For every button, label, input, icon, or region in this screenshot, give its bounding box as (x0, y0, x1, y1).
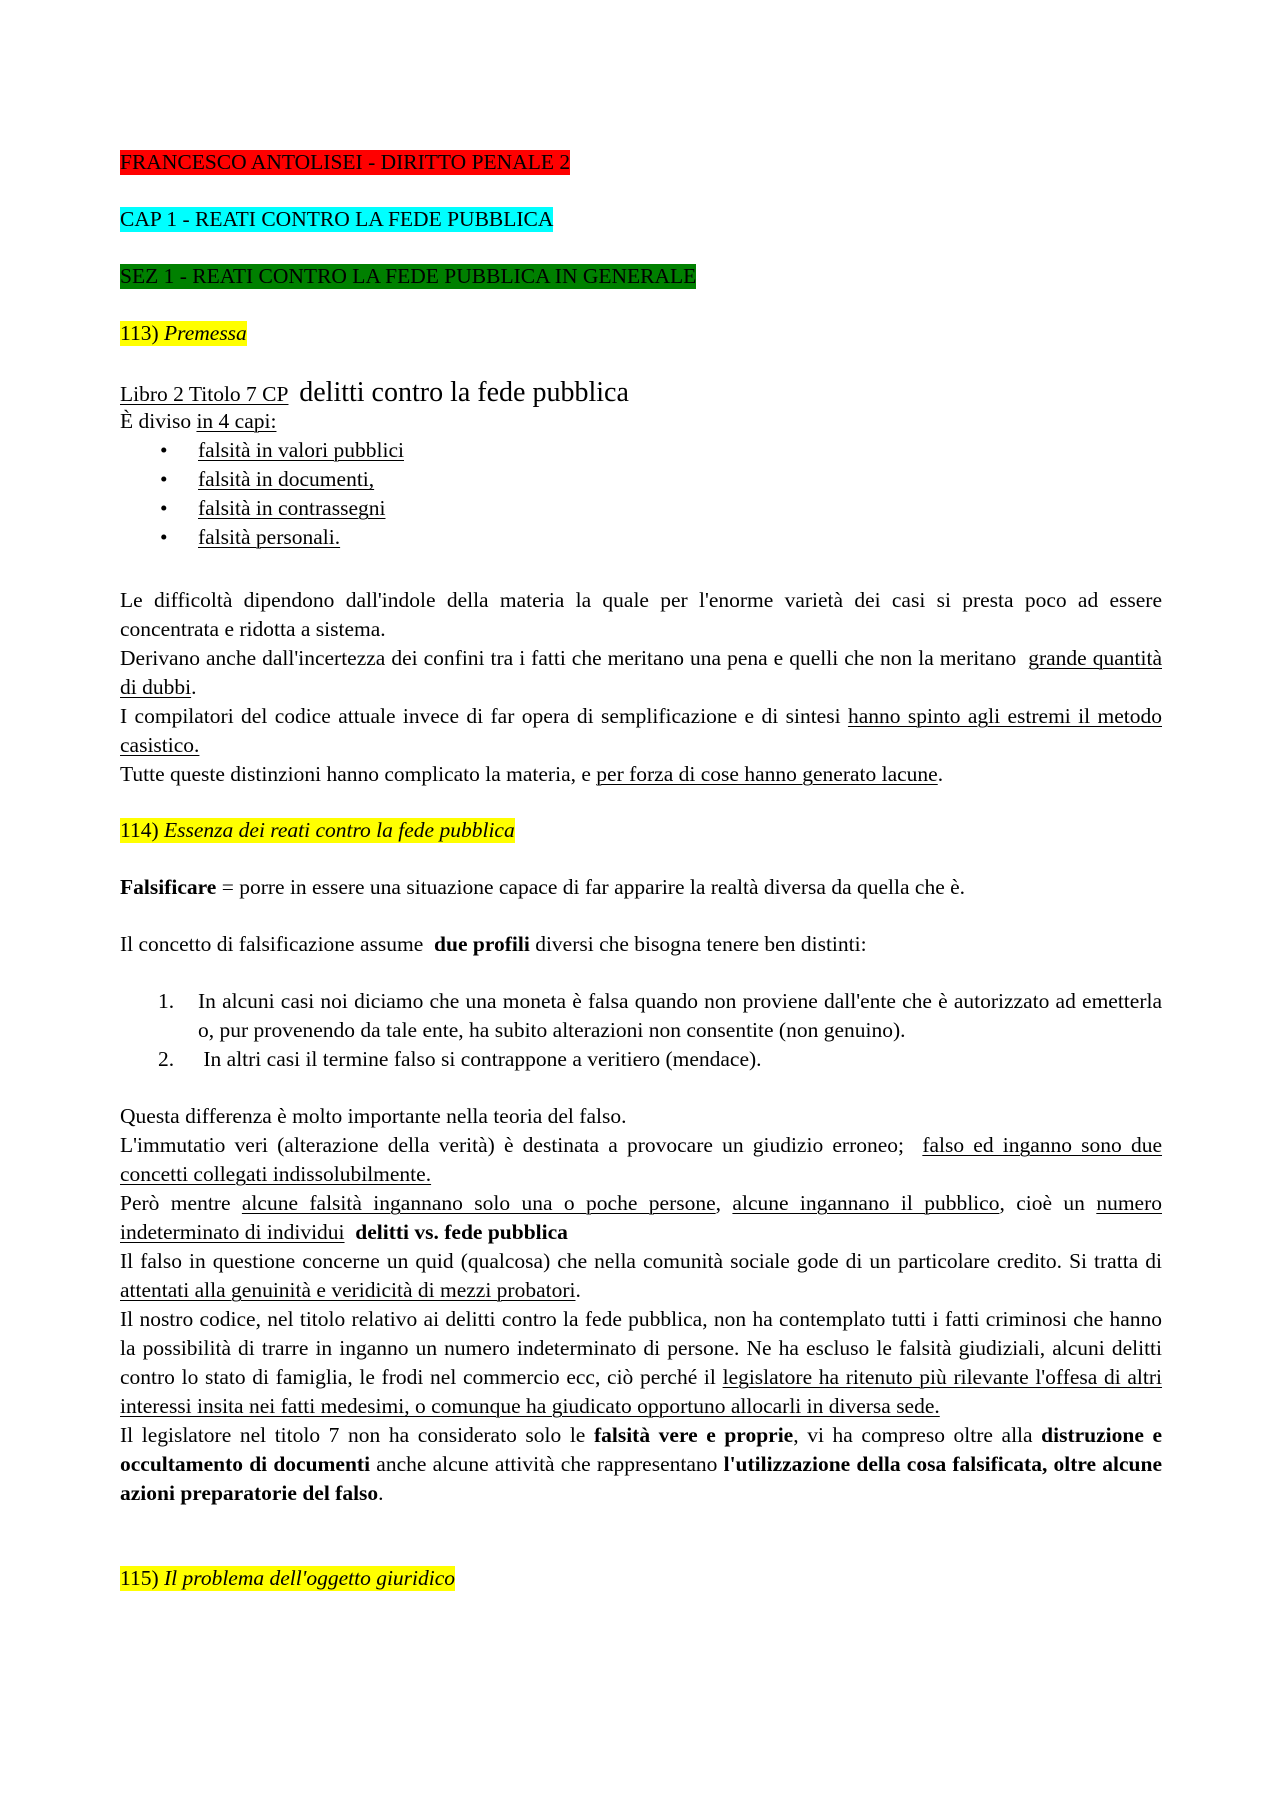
text-span: anche alcune attività che rappresentano (376, 1452, 718, 1476)
text-span: , vi ha compreso oltre alla (793, 1423, 1033, 1447)
bold-span: falsità vere e proprie (593, 1423, 794, 1447)
underlined-span: alcune falsità ingannano solo una o poche persone (241, 1191, 716, 1215)
bullet-icon: • (160, 525, 168, 549)
text-span: Però mentre (120, 1191, 231, 1215)
paragraph-number: 113) (120, 321, 159, 345)
text-span: . (937, 762, 944, 786)
text-span: I compilatori del codice attuale invece di far opera di semplificazione e di sintesi (120, 704, 841, 728)
paragraph-title: Essenza dei reati contro la fede pubblica (164, 818, 515, 842)
underlined-span: per forza di cose hanno generato lacune (596, 762, 938, 786)
bullet-icon: • (160, 438, 168, 462)
list-item (120, 523, 1162, 552)
list-item (120, 987, 1162, 1045)
list-item-text: falsità personali. (198, 525, 341, 549)
document-page (120, 148, 1162, 1621)
body-paragraph: Le difficoltà dipendono dall'indole della materia la quale per l'enorme varietà dei casi si presta poco ad essere concentrata e ridotta a sistema. (120, 588, 1162, 641)
author-title: FRANCESCO ANTOLISEI - DIRITTO PENALE 2 (120, 150, 571, 174)
concept-paragraph (120, 930, 1162, 959)
list-item (120, 1045, 1162, 1074)
text-span: . (191, 675, 197, 699)
bullet-icon: • (160, 467, 168, 491)
division-intro-underlined: in 4 capi: (196, 409, 277, 433)
paragraph-title: Premessa (164, 321, 247, 345)
paragraph-113-heading (120, 319, 1162, 348)
text-span: diversi che bisogna tenere ben distinti: (535, 932, 867, 956)
text-span: Il falso in questione concerne un quid (qualcosa) che nella comunità sociale gode di un particolare credito. Si tratta di (120, 1249, 1162, 1273)
list-item (120, 465, 1162, 494)
code-reference-tail: delitti contro la fede pubblica (299, 377, 629, 408)
paragraph-number: 114) (120, 818, 159, 842)
text-span: . (378, 1481, 384, 1505)
list-item-text: falsità in contrassegni (198, 496, 386, 520)
text-span: . (575, 1278, 581, 1302)
body-paragraph: Questa differenza è molto importante nella teoria del falso. (120, 1104, 627, 1128)
underlined-span: hanno spinto agli estremi il metodo casistico. (120, 704, 1162, 757)
underlined-span: numero indeterminato di individui (120, 1191, 1162, 1244)
text-span: , (715, 1191, 722, 1215)
body-paragraph (120, 702, 1162, 760)
definition-term: Falsificare (120, 875, 217, 899)
author-heading (120, 148, 1162, 177)
list-number: 2. (158, 1047, 175, 1071)
body-paragraph (120, 760, 1162, 789)
bold-span: distruzione e occultamento di documenti (120, 1423, 1163, 1476)
list-item-text: In altri casi il termine falso si contrappone a veritiero (mendace). (203, 1047, 762, 1071)
body-paragraph (120, 644, 1162, 702)
profiles-list (120, 987, 1162, 1074)
underlined-span: falso ed inganno sono due concetti collegati indissolubilmente. (120, 1133, 1162, 1186)
list-number: 1. (158, 989, 175, 1013)
text-span: Il nostro codice, nel titolo relativo ai delitti contro la fede pubblica, non ha contemplato tutti i fatti criminosi che hanno la possibilità di trarre in inganno un numero indeterminato di persone. Ne ha escluso le falsità giudiziali, alcuni delitti contro lo stato di famiglia, le frodi nel commercio ecc, ciò perché il (120, 1307, 1162, 1389)
paragraph-113-label (120, 321, 247, 346)
text-span: Il legislatore nel titolo 7 non ha considerato solo le (120, 1423, 586, 1447)
paragraph-114-heading (120, 816, 1162, 845)
bold-span: due profili (434, 932, 530, 956)
paragraph-title: Il problema dell'oggetto giuridico (164, 1566, 456, 1590)
body-paragraph (120, 1421, 1162, 1508)
definition-text: = porre in essere una situazione capace di far apparire la realtà diversa da quella che è. (221, 875, 966, 899)
underlined-span: alcune ingannano il pubblico (732, 1191, 1000, 1215)
underlined-span: legislatore ha ritenuto più rilevante l'offesa di altri interessi insita nei fatti medesimi, o comunque ha giudicato opportuno allocarli in diversa sede. (120, 1365, 1163, 1418)
body-paragraph (120, 1305, 1162, 1421)
body-paragraph (120, 1189, 1162, 1247)
paragraph-number: 115) (120, 1566, 159, 1590)
section-heading (120, 262, 1162, 291)
division-intro (120, 407, 1162, 436)
text-span: Tutte queste distinzioni hanno complicato la materia, e (120, 762, 591, 786)
section-title: SEZ 1 - REATI CONTRO LA FEDE PUBBLICA IN GENERALE (120, 264, 697, 288)
body-paragraph (120, 1131, 1162, 1189)
list-item-text: falsità in documenti, (198, 467, 375, 491)
chapters-list (120, 436, 1162, 552)
text-span: Derivano anche dall'incertezza dei confini tra i fatti che meritano una pena e quelli che non la meritano (120, 646, 1017, 670)
bullet-icon: • (160, 496, 168, 520)
paragraph-114-label (120, 818, 515, 843)
text-span: Il concetto di falsificazione assume (120, 932, 424, 956)
list-item-text: falsità in valori pubblici (198, 438, 404, 462)
list-item (120, 436, 1162, 465)
bold-span: l'utilizzazione della cosa falsificata, oltre alcune azioni preparatorie del falso (120, 1452, 1163, 1505)
code-reference (120, 378, 1162, 407)
text-span: L'immutatio veri (alterazione della verità) è destinata a provocare un giudizio erroneo; (120, 1133, 904, 1157)
chapter-heading (120, 205, 1162, 234)
paragraph-115-label (120, 1566, 455, 1591)
chapter-title: CAP 1 - REATI CONTRO LA FEDE PUBBLICA (120, 207, 554, 231)
text-span: , cioè un (999, 1191, 1085, 1215)
code-reference-link: Libro 2 Titolo 7 CP (120, 382, 289, 406)
bold-span: delitti vs. fede pubblica (355, 1220, 568, 1244)
definition (120, 873, 1162, 902)
underlined-span: grande quantità di dubbi (120, 646, 1162, 699)
list-item-text: In alcuni casi noi diciamo che una moneta è falsa quando non proviene dall'ente che è autorizzato ad emetterla o, pur provenendo da tale ente, ha subito alterazioni non consentite (non genuino). (198, 989, 1162, 1042)
underlined-span: attentati alla genuinità e veridicità di mezzi probatori (120, 1278, 576, 1302)
body-paragraph (120, 1247, 1162, 1305)
division-intro-text: È diviso (120, 409, 192, 433)
paragraph-115-heading (120, 1564, 1162, 1593)
list-item (120, 494, 1162, 523)
